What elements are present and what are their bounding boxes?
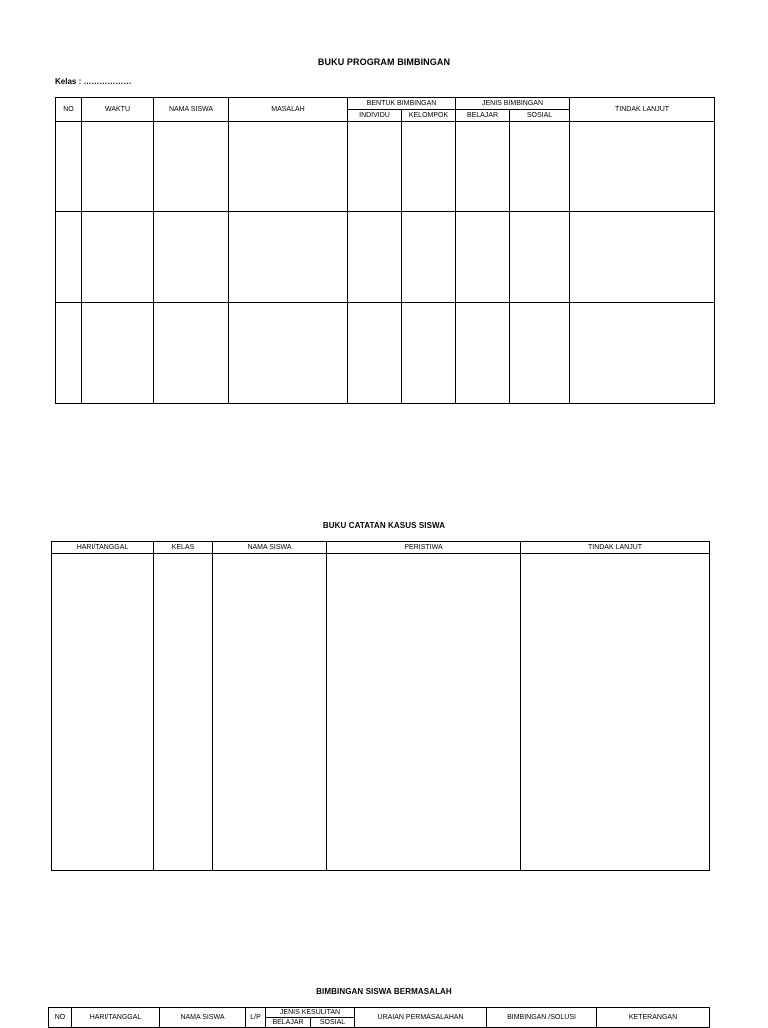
table-cell	[229, 303, 348, 404]
table-cell	[456, 122, 510, 212]
table-cell	[154, 303, 229, 404]
header-tindak-lanjut: TINDAK LANJUT	[570, 98, 715, 122]
table-cell	[570, 212, 715, 303]
header-masalah: MASALAH	[229, 98, 348, 122]
table-cell	[570, 122, 715, 212]
table-cell	[154, 554, 213, 871]
header-hari-tanggal: HARI/TANGGAL	[52, 542, 154, 554]
header-jenis-kesulitan: JENIS KESULITAN	[266, 1008, 355, 1018]
program-title: BUKU PROGRAM BIMBINGAN	[317, 57, 451, 67]
header-sosial: SOSIAL	[510, 110, 570, 122]
bermasalah-title: BIMBINGAN SISWA BERMASALAH	[316, 987, 452, 996]
table-cell	[82, 303, 154, 404]
table-cell	[402, 303, 456, 404]
header-belajar: BELAJAR	[456, 110, 510, 122]
table-cell	[56, 122, 82, 212]
table-cell	[229, 212, 348, 303]
table-cell	[154, 212, 229, 303]
header-bentuk-bimbingan: BENTUK BIMBINGAN	[348, 98, 456, 110]
table-cell	[327, 554, 521, 871]
header-sosial: SOSIAL	[311, 1018, 355, 1028]
header-individu: INDIVIDU	[348, 110, 402, 122]
table-cell	[510, 212, 570, 303]
header-lp: L/P	[246, 1008, 266, 1028]
table-cell	[154, 122, 229, 212]
table-cell	[348, 303, 402, 404]
table-row	[56, 212, 715, 303]
bermasalah-table	[48, 1007, 710, 1028]
header-kelompok: KELOMPOK	[402, 110, 456, 122]
table-cell	[402, 122, 456, 212]
table-row	[56, 122, 715, 212]
table-cell	[402, 212, 456, 303]
table-cell	[456, 212, 510, 303]
table-cell	[348, 122, 402, 212]
table-cell	[82, 212, 154, 303]
table-row	[56, 303, 715, 404]
table-cell	[570, 303, 715, 404]
table-cell	[229, 122, 348, 212]
table-cell	[348, 212, 402, 303]
kelas-label: Kelas : ………………	[55, 77, 132, 86]
header-belajar: BELAJAR	[266, 1018, 311, 1028]
program-table	[55, 97, 715, 404]
header-peristiwa: PERISTIWA	[327, 542, 521, 554]
table-cell	[521, 554, 710, 871]
header-keterangan: KETERANGAN	[597, 1008, 710, 1028]
header-uraian-permasalahan: URAIAN PERMASALAHAN	[355, 1008, 487, 1028]
table-cell	[213, 554, 327, 871]
table-cell	[82, 122, 154, 212]
header-nama-siswa: NAMA SISWA	[154, 98, 229, 122]
header-nama-siswa: NAMA SISWA	[213, 542, 327, 554]
header-kelas: KELAS	[154, 542, 213, 554]
table-row	[52, 554, 710, 871]
header-hari-tanggal: HARI/TANGGAL	[72, 1008, 160, 1028]
table-cell	[510, 303, 570, 404]
kasus-title: BUKU CATATAN KASUS SISWA	[322, 521, 446, 530]
header-bimbingan-solusi: BIMBINGAN /SOLUSI	[487, 1008, 597, 1028]
header-nama-siswa: NAMA SISWA	[160, 1008, 246, 1028]
header-jenis-bimbingan: JENIS BIMBINGAN	[456, 98, 570, 110]
table-cell	[56, 212, 82, 303]
header-no: NO	[49, 1008, 72, 1028]
header-waktu: WAKTU	[82, 98, 154, 122]
table-cell	[510, 122, 570, 212]
table-cell	[456, 303, 510, 404]
header-no: NO	[56, 98, 82, 122]
table-cell	[56, 303, 82, 404]
kasus-table	[51, 541, 710, 871]
header-tindak-lanjut: TINDAK LANJUT	[521, 542, 710, 554]
table-cell	[52, 554, 154, 871]
